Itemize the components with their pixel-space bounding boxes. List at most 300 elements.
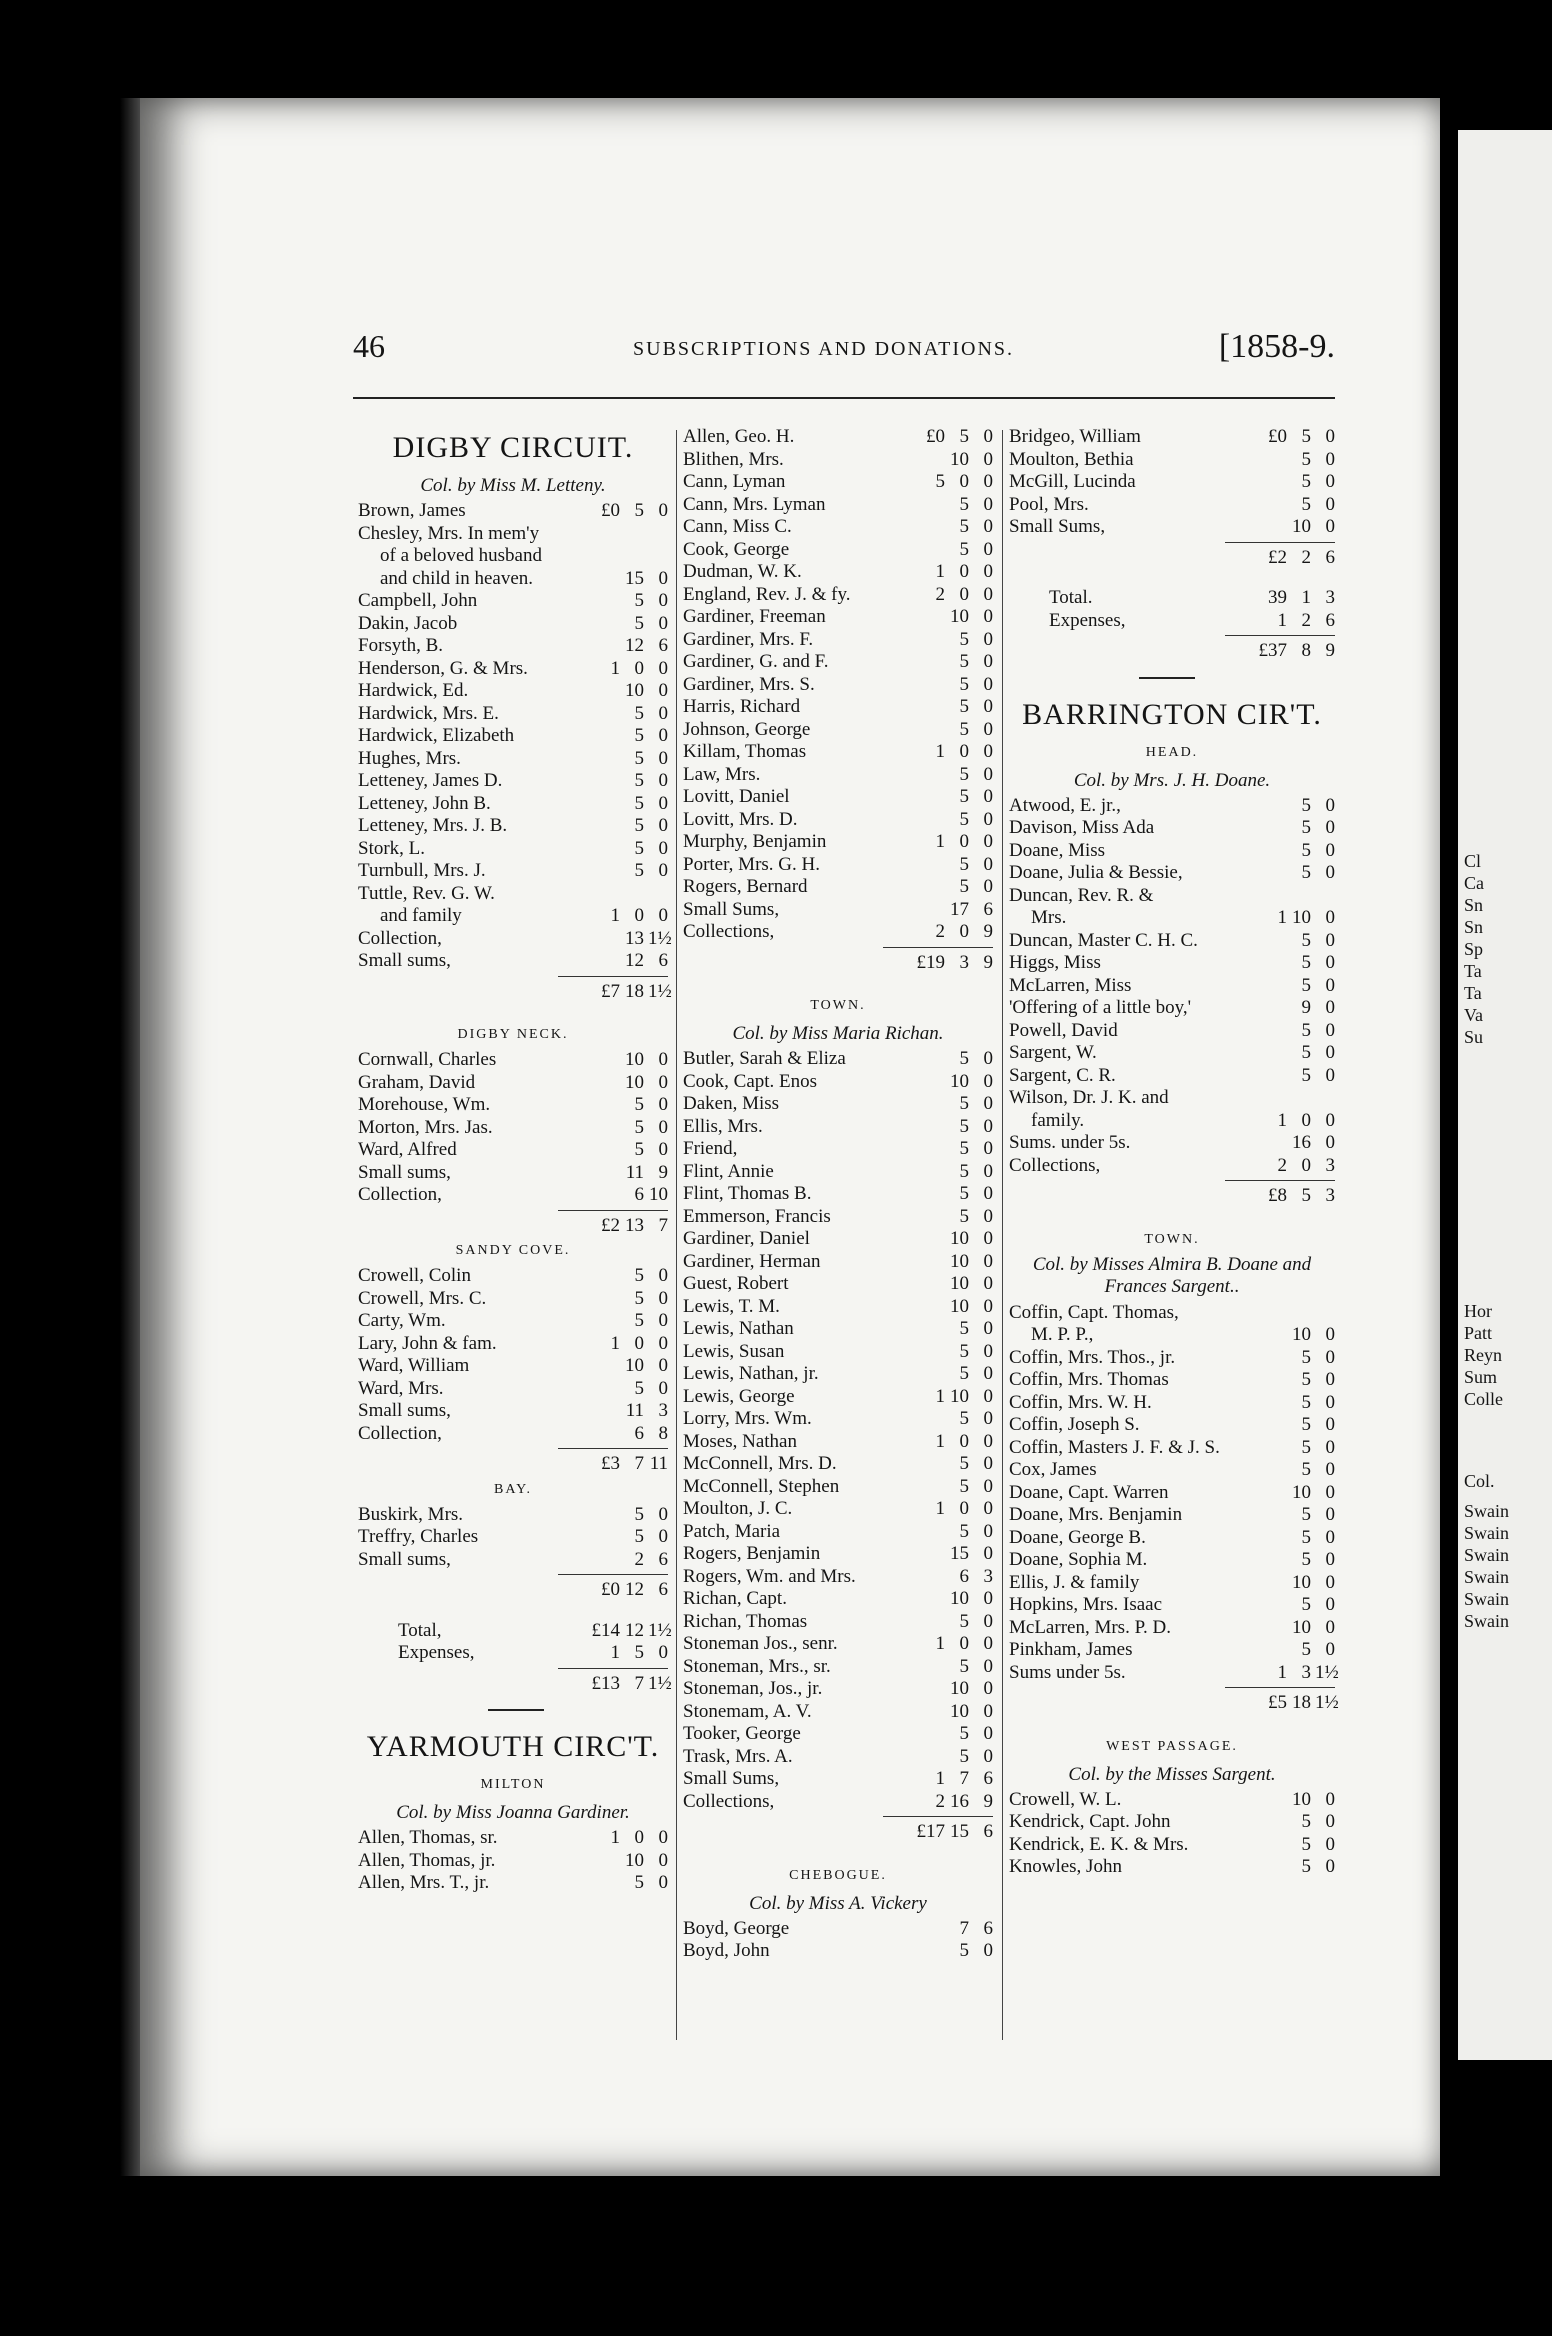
entry-shillings: 16 bbox=[1292, 1132, 1311, 1153]
entry-shillings: 2 bbox=[634, 1548, 644, 1570]
entry-name: Boyd, John bbox=[683, 1940, 770, 1961]
entry-shillings: 5 bbox=[634, 1377, 644, 1399]
entry-name: Stoneman Jos., senr. bbox=[683, 1633, 838, 1654]
entry-shillings: 5 bbox=[634, 860, 644, 881]
entry-pence: 0 bbox=[983, 1183, 993, 1204]
entry-shillings: 0 bbox=[634, 1332, 644, 1354]
entry-pence: 0 bbox=[658, 1139, 668, 1160]
entry-row bbox=[1009, 1369, 1335, 1392]
entry-name: Moses, Nathan bbox=[683, 1430, 797, 1452]
entry-shillings: 5 bbox=[1301, 493, 1311, 515]
entry-name: Moulton, J. C. bbox=[683, 1498, 793, 1519]
entry-row bbox=[1009, 471, 1335, 494]
entry-name: Hardwick, Elizabeth bbox=[358, 725, 515, 746]
entry-pence: 0 bbox=[1325, 794, 1335, 816]
entry-name: Gardiner, Freeman bbox=[683, 606, 826, 627]
entry-row bbox=[358, 658, 668, 681]
entry-shillings: 5 bbox=[1301, 1856, 1311, 1877]
entry-shillings: 5 bbox=[634, 1503, 644, 1525]
entry-name: Doane, Capt. Warren bbox=[1009, 1481, 1169, 1503]
entry-pounds: 1 bbox=[1277, 1661, 1287, 1683]
entry-pounds: 2 bbox=[935, 1790, 945, 1812]
facing-page-text: Sn bbox=[1464, 917, 1484, 937]
entry-row bbox=[1009, 449, 1335, 472]
entry-name: Duncan, Master C. H. C. bbox=[1009, 929, 1198, 951]
entry-name: Tooker, George bbox=[683, 1723, 801, 1744]
entry-shillings: 5 bbox=[959, 493, 969, 515]
entry-row bbox=[683, 494, 993, 517]
entry-pence: 0 bbox=[983, 876, 993, 897]
entry-row bbox=[683, 1318, 993, 1341]
entry-row bbox=[1009, 1324, 1335, 1347]
entry-row bbox=[1009, 587, 1335, 610]
entry-pounds: 1 bbox=[935, 1430, 945, 1452]
circuit-title: BARRINGTON CIR'T. bbox=[1022, 697, 1322, 731]
entry-pounds: 2 bbox=[935, 921, 945, 942]
entry-name: Small sums, bbox=[358, 1161, 451, 1183]
entry-pence: 0 bbox=[658, 747, 668, 769]
entry-shillings: 5 bbox=[959, 876, 969, 897]
entry-name: Allen, Thomas, sr. bbox=[358, 1827, 498, 1848]
entry-name: Ellis, Mrs. bbox=[683, 1115, 763, 1137]
entry-name: Doane, George B. bbox=[1009, 1526, 1146, 1548]
entry-shillings: 5 bbox=[634, 747, 644, 769]
entry-pence: 0 bbox=[658, 837, 668, 859]
entry-shillings: 5 bbox=[959, 763, 969, 785]
entry-row bbox=[683, 1566, 993, 1589]
entry-row bbox=[358, 860, 668, 883]
entry-row bbox=[1009, 1459, 1335, 1482]
entry-pounds: £13 bbox=[591, 1672, 620, 1694]
sum-rule bbox=[683, 1813, 993, 1821]
entry-shillings: 0 bbox=[959, 921, 969, 942]
facing-page-text: Col. bbox=[1464, 1471, 1495, 1491]
entry-pence: 0 bbox=[1325, 817, 1335, 838]
entry-pence: 0 bbox=[658, 792, 668, 814]
entry-row bbox=[683, 1918, 993, 1941]
entry-shillings: 10 bbox=[950, 1295, 969, 1317]
entry-pence: 0 bbox=[1325, 1571, 1335, 1593]
entry-shillings: 5 bbox=[959, 1475, 969, 1497]
entry-row bbox=[683, 1206, 993, 1229]
entry-pence: 0 bbox=[983, 1610, 993, 1632]
entry-name: Collections, bbox=[683, 1790, 775, 1812]
entry-pence: 0 bbox=[1325, 1369, 1335, 1390]
entry-shillings: 10 bbox=[950, 1700, 969, 1722]
entry-pounds: 2 bbox=[935, 583, 945, 605]
section-dash bbox=[358, 1695, 668, 1725]
entry-row bbox=[358, 950, 668, 973]
entry-name: Crowell, Mrs. C. bbox=[358, 1287, 487, 1309]
entry-pounds: 1 bbox=[935, 1498, 945, 1519]
spacer bbox=[683, 1844, 993, 1862]
entry-shillings: 5 bbox=[1301, 471, 1311, 492]
entry-pence: 0 bbox=[983, 808, 993, 830]
entry-name: Atwood, E. jr., bbox=[1009, 794, 1121, 816]
entry-shillings: 5 bbox=[634, 1526, 644, 1547]
entry-pence: 0 bbox=[983, 1700, 993, 1722]
entry-shillings: 5 bbox=[634, 1265, 644, 1286]
column-divider bbox=[1002, 430, 1003, 2040]
entry-row bbox=[358, 927, 672, 951]
entry-pence: 7 bbox=[658, 1214, 668, 1236]
entry-row bbox=[683, 1183, 993, 1206]
entry-row bbox=[683, 651, 993, 674]
entry-row bbox=[683, 1341, 993, 1364]
entry-shillings: 10 bbox=[1292, 907, 1311, 928]
entry-name: Ellis, J. & family bbox=[1009, 1571, 1140, 1593]
entry-pence: 0 bbox=[658, 1049, 668, 1070]
entry-name: Killam, Thomas bbox=[683, 741, 807, 762]
entry-name: Ward, Mrs. bbox=[358, 1377, 444, 1399]
spacer bbox=[358, 1602, 668, 1620]
entry-row bbox=[358, 748, 668, 771]
entry-pence: 1½ bbox=[648, 927, 672, 949]
entry-row bbox=[1009, 1811, 1335, 1834]
entry-pence: 0 bbox=[983, 1138, 993, 1159]
entry-shillings: 5 bbox=[1301, 1414, 1311, 1435]
entry-name: Sargent, W. bbox=[1009, 1042, 1097, 1063]
entry-shillings: 0 bbox=[959, 1633, 969, 1654]
entry-name: Gardiner, Mrs. S. bbox=[683, 673, 815, 695]
entry-row bbox=[358, 680, 668, 703]
entry-shillings: 5 bbox=[959, 1408, 969, 1429]
entry-row bbox=[683, 1228, 993, 1251]
entry-row bbox=[1009, 426, 1335, 449]
entry-shillings: 5 bbox=[634, 725, 644, 746]
entry-pounds: £0 bbox=[926, 426, 945, 447]
entry-pence: 0 bbox=[983, 1940, 993, 1961]
entry-shillings: 5 bbox=[1301, 794, 1311, 816]
collector-line: Col. by Miss A. Vickery bbox=[749, 1892, 927, 1914]
entry-row bbox=[1009, 885, 1335, 908]
entry-shillings: 5 bbox=[959, 673, 969, 695]
entry-shillings: 3 bbox=[1301, 1661, 1311, 1683]
entry-row bbox=[683, 1431, 993, 1454]
entry-shillings: 0 bbox=[959, 831, 969, 852]
entry-pence: 10 bbox=[649, 1184, 668, 1205]
entry-shillings: 18 bbox=[1292, 1692, 1311, 1713]
entry-pounds: 1 bbox=[610, 1642, 620, 1663]
entry-shillings: 5 bbox=[634, 1116, 644, 1138]
entry-pence: 3 bbox=[658, 1400, 668, 1421]
entry-name: Sargent, C. R. bbox=[1009, 1064, 1116, 1086]
entry-shillings: 5 bbox=[959, 696, 969, 717]
entry-name: Lewis, George bbox=[683, 1385, 795, 1407]
entry-row bbox=[1009, 1692, 1339, 1715]
entry-pounds: £8 bbox=[1268, 1185, 1287, 1206]
entry-name: Stonemam, A. V. bbox=[683, 1700, 812, 1722]
entry-pounds: £37 bbox=[1258, 640, 1287, 661]
entry-name: Turnbull, Mrs. J. bbox=[358, 860, 486, 881]
entry-pence: 0 bbox=[1325, 493, 1335, 515]
entry-shillings: 7 bbox=[959, 1917, 969, 1939]
entry-row bbox=[1009, 1504, 1335, 1527]
entry-pence: 0 bbox=[1325, 1616, 1335, 1638]
entry-name: Small Sums, bbox=[1009, 516, 1106, 537]
entry-pence: 0 bbox=[1325, 997, 1335, 1018]
entry-pounds: 1 bbox=[1277, 609, 1287, 631]
entry-pence: 0 bbox=[1325, 1042, 1335, 1063]
entry-pence: 0 bbox=[1325, 862, 1335, 883]
entry-shillings: 5 bbox=[1301, 839, 1311, 861]
entry-pence: 0 bbox=[983, 1453, 993, 1474]
entry-row bbox=[358, 500, 668, 523]
facing-page-text: Swain bbox=[1464, 1611, 1509, 1631]
entry-shillings: 12 bbox=[625, 1619, 644, 1641]
entry-row bbox=[358, 980, 672, 1004]
entry-pence: 0 bbox=[1325, 1639, 1335, 1660]
entry-row bbox=[683, 854, 993, 877]
entry-row bbox=[683, 1633, 993, 1656]
page-year: [1858-9. bbox=[1218, 328, 1335, 365]
column-right bbox=[1009, 426, 1339, 1879]
entry-row bbox=[358, 1117, 668, 1140]
entry-shillings: 0 bbox=[959, 583, 969, 605]
entry-row bbox=[683, 719, 993, 742]
entry-pence: 0 bbox=[983, 1655, 993, 1677]
entry-row bbox=[1009, 975, 1335, 998]
entry-pence: 6 bbox=[658, 1548, 668, 1570]
entry-name: Stoneman, Mrs., sr. bbox=[683, 1655, 831, 1677]
entry-name: Crowell, Colin bbox=[358, 1265, 471, 1286]
entry-row bbox=[683, 696, 993, 719]
entry-row bbox=[683, 786, 993, 809]
entry-name: Small sums, bbox=[358, 1548, 451, 1570]
entry-row bbox=[683, 561, 993, 584]
column-middle bbox=[683, 426, 993, 1963]
spacer bbox=[1009, 1208, 1335, 1226]
entry-name: Collection, bbox=[358, 927, 442, 949]
entry-name: Coffin, Masters J. F. & J. S. bbox=[1009, 1436, 1220, 1458]
collector-line: Col. by Mrs. J. H. Doane. bbox=[1073, 769, 1271, 791]
entry-row bbox=[1009, 817, 1335, 840]
entry-pence: 6 bbox=[658, 635, 668, 656]
entry-shillings: 15 bbox=[950, 1543, 969, 1564]
entry-name: Pool, Mrs. bbox=[1009, 493, 1089, 515]
entry-shillings: 2 bbox=[1301, 546, 1311, 568]
entry-shillings: 5 bbox=[959, 1745, 969, 1767]
entry-row bbox=[683, 1678, 993, 1701]
entry-name: M. P. P., bbox=[1031, 1324, 1094, 1345]
entry-pounds: 1 bbox=[935, 831, 945, 852]
entry-row bbox=[358, 838, 668, 861]
entry-row bbox=[1009, 1042, 1335, 1065]
entry-shillings: 13 bbox=[625, 927, 644, 949]
entry-name: Bridgeo, William bbox=[1009, 426, 1141, 447]
entry-row bbox=[358, 1049, 668, 1072]
entry-name: Kendrick, E. K. & Mrs. bbox=[1009, 1833, 1189, 1855]
entry-shillings: 0 bbox=[959, 1498, 969, 1519]
entry-row bbox=[683, 1543, 993, 1566]
entry-row bbox=[358, 568, 668, 591]
entry-row bbox=[1009, 1155, 1335, 1178]
entry-row bbox=[358, 905, 668, 928]
entry-row bbox=[683, 1138, 993, 1161]
entry-pence: 0 bbox=[1325, 952, 1335, 973]
entry-row bbox=[683, 629, 993, 652]
section-heading: SANDY COVE. bbox=[455, 1243, 571, 1258]
entry-pence: 0 bbox=[983, 1205, 993, 1227]
entry-shillings: 5 bbox=[959, 516, 969, 537]
entry-shillings: 5 bbox=[959, 1520, 969, 1542]
entry-shillings: 5 bbox=[959, 1610, 969, 1632]
entry-shillings: 5 bbox=[634, 770, 644, 791]
entry-shillings: 10 bbox=[1292, 516, 1311, 537]
entry-pence: 0 bbox=[1325, 1526, 1335, 1548]
entry-name: Lorry, Mrs. Wm. bbox=[683, 1408, 812, 1429]
entry-shillings: 5 bbox=[959, 538, 969, 560]
entry-row bbox=[683, 921, 993, 944]
entry-row bbox=[358, 613, 668, 636]
entry-row bbox=[683, 606, 993, 629]
entry-shillings: 10 bbox=[950, 1070, 969, 1092]
entry-name: Rogers, Bernard bbox=[683, 876, 808, 897]
entry-row bbox=[683, 1723, 993, 1746]
entry-row bbox=[683, 1161, 993, 1184]
entry-row bbox=[1009, 1414, 1335, 1437]
entry-pence: 0 bbox=[658, 680, 668, 701]
entry-pence: 6 bbox=[658, 1579, 668, 1600]
entry-pence: 0 bbox=[658, 1377, 668, 1399]
entry-shillings: 13 bbox=[625, 1214, 644, 1236]
entry-row bbox=[1009, 1302, 1335, 1325]
entry-row bbox=[358, 1355, 668, 1378]
entry-name: Cornwall, Charles bbox=[358, 1049, 497, 1070]
entry-row bbox=[683, 1071, 993, 1094]
entry-pounds: 2 bbox=[1277, 1154, 1287, 1176]
entry-name: Crowell, W. L. bbox=[1009, 1788, 1122, 1810]
facing-page-text: Ta bbox=[1464, 961, 1482, 981]
entry-pence: 0 bbox=[1325, 1436, 1335, 1458]
entry-pence: 0 bbox=[983, 741, 993, 762]
collector-line: Col. by Misses Almira B. Doane and Frances Sargent.. bbox=[1032, 1253, 1312, 1297]
entry-shillings: 5 bbox=[959, 1723, 969, 1744]
entry-name: England, Rev. J. & fy. bbox=[683, 583, 851, 605]
entry-name: Henderson, G. & Mrs. bbox=[358, 657, 528, 679]
entry-pence: 11 bbox=[649, 1453, 668, 1474]
entry-name: Doane, Sophia M. bbox=[1009, 1549, 1148, 1570]
entry-row bbox=[683, 1746, 993, 1769]
entry-name: Lary, John & fam. bbox=[358, 1332, 497, 1354]
entry-row bbox=[1009, 1572, 1335, 1595]
entry-name: Gardiner, G. and F. bbox=[683, 651, 829, 672]
entry-name: McLarren, Mrs. P. D. bbox=[1009, 1616, 1172, 1638]
entry-pence: 0 bbox=[983, 786, 993, 807]
entry-shillings: 6 bbox=[959, 1565, 969, 1587]
entry-shillings: 5 bbox=[959, 1655, 969, 1677]
entry-name: McConnell, Mrs. D. bbox=[683, 1453, 837, 1474]
entry-row bbox=[358, 1072, 668, 1095]
section-heading: TOWN. bbox=[810, 998, 866, 1013]
entry-pence: 6 bbox=[983, 898, 993, 920]
entry-name: Cook, Capt. Enos bbox=[683, 1070, 818, 1092]
entry-pounds: 1 bbox=[935, 1385, 945, 1407]
entry-shillings: 5 bbox=[959, 1453, 969, 1474]
entry-pence: 0 bbox=[1325, 1788, 1335, 1810]
entry-shillings: 0 bbox=[959, 561, 969, 582]
entry-shillings: 5 bbox=[1301, 974, 1311, 996]
entry-name: of a beloved husband bbox=[380, 545, 542, 566]
entry-row bbox=[358, 1333, 668, 1356]
entry-name: Brown, James bbox=[358, 500, 466, 521]
entry-row bbox=[1009, 1132, 1335, 1155]
facing-page-text: Ta bbox=[1464, 983, 1482, 1003]
entry-pence: 0 bbox=[1325, 1856, 1335, 1877]
entry-name: Kendrick, Capt. John bbox=[1009, 1811, 1171, 1832]
entry-name: Blithen, Mrs. bbox=[683, 448, 784, 470]
entry-pence: 0 bbox=[1325, 1064, 1335, 1086]
entry-row bbox=[683, 426, 993, 449]
entry-row bbox=[683, 516, 993, 539]
entry-row bbox=[358, 1400, 668, 1423]
running-head: SUBSCRIPTIONS AND DONATIONS. bbox=[633, 338, 1015, 360]
entry-name: Coffin, Capt. Thomas, bbox=[1009, 1301, 1179, 1323]
entry-shillings: 12 bbox=[625, 635, 644, 656]
entry-name: Coffin, Mrs. Thos., jr. bbox=[1009, 1346, 1176, 1368]
facing-page-text: Colle bbox=[1464, 1389, 1503, 1409]
entry-name: Boyd, George bbox=[683, 1917, 790, 1939]
section-heading: WEST PASSAGE. bbox=[1106, 1738, 1238, 1754]
entry-pence: 0 bbox=[1325, 1132, 1335, 1153]
entry-name: Porter, Mrs. G. H. bbox=[683, 853, 820, 875]
entry-row bbox=[683, 1116, 993, 1139]
entry-name: Lewis, T. M. bbox=[683, 1295, 780, 1317]
entry-row bbox=[683, 1296, 993, 1319]
entry-row bbox=[358, 1872, 668, 1895]
entry-name: Collections, bbox=[683, 921, 775, 942]
entry-pence: 6 bbox=[983, 1768, 993, 1789]
circuit-title: DIGBY CIRCUIT. bbox=[392, 431, 634, 464]
circuit-title: YARMOUTH CIRC'T. bbox=[366, 1730, 660, 1763]
entry-shillings: 5 bbox=[1301, 1594, 1311, 1615]
entry-name: Lewis, Susan bbox=[683, 1340, 785, 1362]
entry-shillings: 5 bbox=[634, 702, 644, 724]
entry-pence: 6 bbox=[983, 1821, 993, 1842]
spacer bbox=[683, 974, 993, 992]
entry-row bbox=[358, 793, 668, 816]
entry-pence: 0 bbox=[983, 1588, 993, 1609]
facing-page-text: Swain bbox=[1464, 1545, 1509, 1565]
entry-shillings: 5 bbox=[959, 426, 969, 447]
entry-shillings: 5 bbox=[634, 1287, 644, 1309]
entry-shillings: 5 bbox=[1301, 1019, 1311, 1041]
entry-name: Expenses, bbox=[1049, 609, 1126, 631]
entry-shillings: 5 bbox=[634, 612, 644, 634]
entry-name: Cann, Lyman bbox=[683, 471, 786, 492]
entry-row bbox=[358, 883, 668, 906]
entry-pounds: £3 bbox=[601, 1453, 620, 1474]
entry-name: Chesley, Mrs. In mem'y bbox=[358, 522, 540, 544]
entry-row bbox=[1009, 1392, 1335, 1415]
entry-pence: 0 bbox=[1325, 1109, 1335, 1131]
entry-pence: 0 bbox=[1325, 471, 1335, 492]
entry-pence: 9 bbox=[983, 951, 993, 973]
entry-shillings: 5 bbox=[1301, 1346, 1311, 1368]
header-rule bbox=[353, 397, 1335, 399]
entry-shillings: 5 bbox=[959, 1940, 969, 1961]
entry-shillings: 5 bbox=[1301, 1811, 1311, 1832]
entry-shillings: 5 bbox=[634, 500, 644, 521]
entry-pence: 0 bbox=[1325, 1811, 1335, 1832]
entry-shillings: 10 bbox=[625, 1049, 644, 1070]
entry-pence: 0 bbox=[983, 1115, 993, 1137]
entry-row bbox=[358, 1215, 668, 1238]
section-heading: TOWN. bbox=[1144, 1231, 1200, 1247]
entry-shillings: 8 bbox=[1301, 640, 1311, 661]
entry-name: Knowles, John bbox=[1009, 1856, 1122, 1877]
entry-pence: 0 bbox=[983, 1543, 993, 1564]
